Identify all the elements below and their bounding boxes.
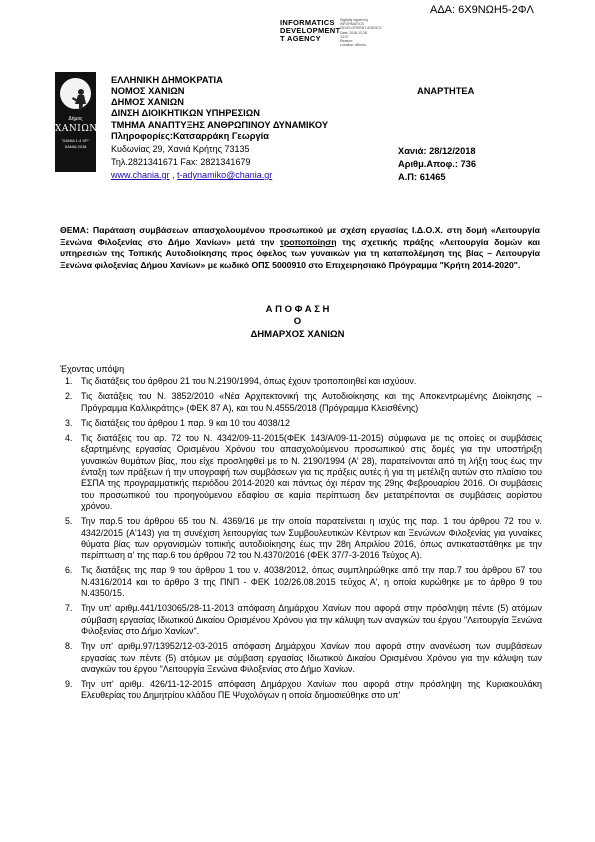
header-information: Πληροφορίες:Κατσαρράκη Γεωργία (111, 131, 269, 141)
decision-number: Αριθμ.Αποφ.: 736 (398, 159, 477, 169)
email-link[interactable]: t-adynamiko@chania.gr (177, 170, 273, 180)
signature-stamp-details: Digitally signed by INFORMATICS DEVELOPMENT AGENCY Date: 2018.12.28 14:07 Reason: Location: Athens (340, 18, 382, 48)
signature-stamp-title: INFORMATICS DEVELOPMENT T AGENCY (280, 18, 341, 43)
list-item: 8. Την υπ' αριθμ.97/13952/12-03-2015 απόφαση Δημάρχου Χανίων που αφορά στην ανανέωση των συμβάσεων εργασίας των πέντε (5) ατόμων με σύμβαση εργασίας Ιδιωτικού Δικαίου Ορισμένου Χρόνου για την κάλυψη των αναγκών του έργου "Λειτουργία Ξενώνα Φιλοξενίας στο Δήμο Χανίων. (65, 641, 542, 674)
municipality-logo: Δήμος ΧΑΝΙΩΝ "ΧΑΝΙΑ 1.4 ΧΡ." ΧΑΝΙΑ 2018 (55, 72, 96, 172)
posting-label: ΑΝΑΡΤΗΤΕΑ (417, 86, 475, 96)
header-phone-fax: Τηλ.2821341671 Fax: 2821341679 (111, 157, 251, 167)
document-date: Χανιά: 28/12/2018 (398, 146, 476, 156)
list-item: 4. Τις διατάξεις του αρ. 72 του Ν. 4342/09-11-2015(ΦΕΚ 143/Α/09-11-2015) σύμφωνα με τις οποίες οι συμβάσεις εξαρτημένης εργασίας Ορισμένου Χρόνου του απασχολούμενου προσωπικού στις δομές για την υποστήριξη γυναικών θυμάτων βίας, που είχε προσληφθεί με το Ν. 2190/1994 (Α' 28), παρατείνονται από τη λήξη τους έως την ένταξη των πράξεων ή την υπογραφή των συμβάσεων για τις πράξεις αυτές ή για τη μετέλιξη αυτών στο πλαίσιο του ΕΣΠΑ της προγραμματικής περιόδου 2014-2020 και πάντως όχι πέραν της 29ης Φεβρουαρίου 2016. Οι συμβάσεις του προσωπικού του προηγούμενου εδαφίου σε καμία περίπτωση δεν μετατρέπονται σε συμβάσεις αορίστου χρόνου. (65, 433, 542, 511)
header-municipality: ΔΗΜΟΣ ΧΑΝΙΩΝ (111, 97, 184, 107)
header-hellenic-republic: ΕΛΛΗΝΙΚΗ ΔΗΜΟΚΡΑΤΙΑ (111, 75, 223, 85)
decision-mayor: ΔΗΜΑΡΧΟΣ ΧΑΝΙΩΝ (250, 329, 345, 340)
header-address: Κυδωνίας 29, Χανιά Κρήτης 73135 (111, 144, 250, 154)
warrior-figure-icon (71, 88, 90, 111)
decision-article: Ο (293, 316, 302, 327)
header-prefecture: ΝΟΜΟΣ ΧΑΝΙΩΝ (111, 86, 185, 96)
header-directorate: ΔΙΝΣΗ ΔΙΟΙΚΗΤΙΚΩΝ ΥΠΗΡΕΣΙΩΝ (111, 108, 260, 118)
ada-code: ΑΔΑ: 6Χ9ΝΩΗ5-2ΦΛ (430, 4, 534, 16)
considerations-intro: Έχοντας υπόψη (60, 364, 125, 374)
considerations-list (60, 376, 542, 706)
list-item: 2. Τις διατάξεις του Ν. 3852/2010 «Νέα Αρχιτεκτονική της Αυτοδιοίκησης και της Αποκεντρωμένης Διοίκησης – Πρόγραμμα Καλλικράτης» (ΦΕΚ 87 Α), και του Ν.4555/2018 (Πρόγραμμα Κλεισθένης) (65, 391, 542, 413)
logo-emblem (60, 78, 91, 109)
decision-title: Α Π Ο Φ Α Σ Η (265, 304, 330, 315)
protocol-number: Α.Π: 61465 (398, 172, 446, 182)
list-item: 3. Τις διατάξεις του άρθρου 1 παρ. 9 και 10 του 4038/12 (65, 417, 290, 428)
website-link[interactable]: www.chania.gr (111, 170, 170, 180)
logo-name: ΧΑΝΙΩΝ (55, 124, 98, 134)
list-item: 7. Την υπ' αριθμ.441/103065/28-11-2013 απόφαση Δημάρχου Χανίων που αφορά στην πρόσληψη πέντε (5) ατόμων σύμβαση εργασίας Ιδιωτικού Δικαίου Ορισμένου Χρόνου για την κάλυψη των αναγκών του έργου "Λειτουργία Ξενώνα Φιλοξενίας στο Δήμο Χανίων". (65, 603, 542, 636)
logo-top-text: Δήμος (68, 116, 83, 122)
list-item: 5. Την παρ.5 του άρθρου 65 του Ν. 4369/16 με την οποία παρατείνεται η ισχύς της παρ. 1 του άρθρου 72 του ν. 4342/2015 (Α'143) για τη συνέχιση λειτουργίας των Συμβουλευτικών Κέντρων και Ξενώνων Φιλοξενίας για γυναίκες θύματα βίας των οργανισμών τοπικής αυτοδιοίκησης έως την 28η Απριλίου 2016, όπως αντικαταστάθηκε με την περίπτωση α' της παρ.6 του άρθρου 72 του Ν.4370/2016 (ΦΕΚ 37/7-3-2016 Τεύχος Α). (65, 516, 542, 561)
subject-paragraph: ΘΕΜΑ: Παράταση συμβάσεων απασχολουμένου προσωπικού με σχέση εργασίας Ι.Δ.Ο.Χ. στη δομή «Λειτουργία Ξενώνα Φιλοξενίας στο Δήμο Χανίων» μετά την τροποποίηση της σχετικής πράξης «Λειτουργία δομών και υπηρεσιών της Τοπικής Αυτοδιοίκησης προς όφελος των γυναικών για τη καταπολέμηση της βίας – Λειτουργία Ξενώνα φιλοξενίας Δήμου Χανίων» με κωδικό ΟΠΣ 5000910 στο Επιχειρησιακό Πρόγραμμα "Κρήτη 2014-2020". (60, 225, 541, 270)
list-item: 6. Τις διατάξεις της παρ 9 του άρθρου 1 του ν. 4038/2012, όπως συμπληρώθηκε από την παρ.7 του άρθρου 67 του Ν.4316/2014 και το άρθρο 3 της ΠΝΠ - ΦΕΚ 102/26.08.2015 τεύχος Α', η οποία κυρώθηκε με το άρθρο 9 του Ν.4350/15. (65, 565, 542, 599)
header-department: ΤΜΗΜΑ ΑΝΑΠΤΥΞΗΣ ΑΝΘΡΩΠΙΝΟΥ ΔΥΝΑΜΙΚΟΥ (111, 120, 329, 130)
header-contacts: www.chania.gr , t-adynamiko@chania.gr (111, 170, 273, 180)
list-item: 9. Την υπ' αριθμ. 426/11-12-2015 απόφαση Δημάρχου Χανίων που αφορά στην πρόσληψη της Κυριακουλάκη Ελευθερίας του Δημητρίου κλάδου ΠΕ Ψυχολόγων η οποία δημοσιεύθηκε στο υπ' (65, 679, 542, 701)
list-item: 1. Τις διατάξεις του άρθρου 21 του Ν.2190/1994, όπως έχουν τροποποιηθεί και ισχύουν. (65, 376, 417, 386)
